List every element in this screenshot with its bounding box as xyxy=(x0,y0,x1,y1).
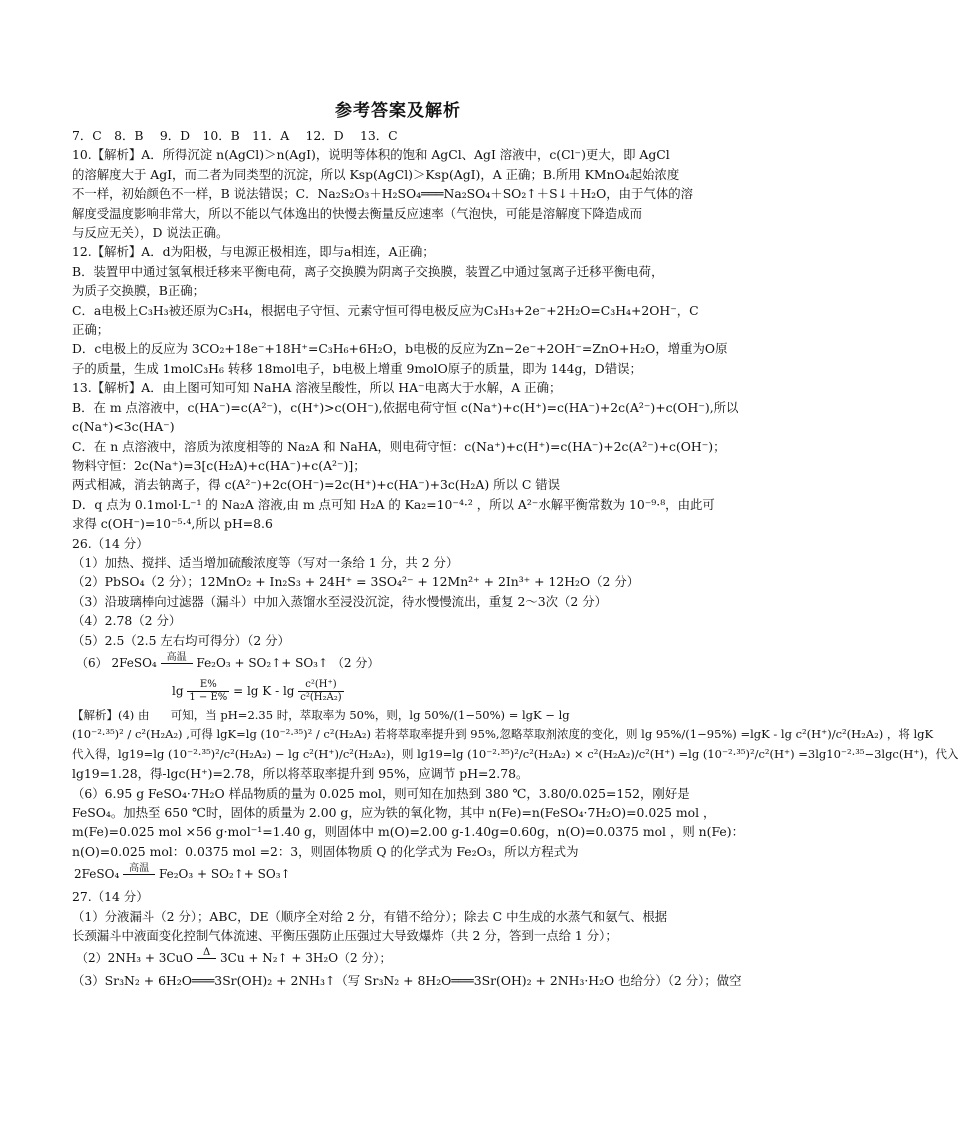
condition-arrow: 高温 xyxy=(161,653,193,674)
text-line: 两式相减，消去钠离子，得 c(A²⁻)+2c(OH⁻)=2c(H⁺)+c(HA⁻)+3c(H₂A) 所以 C 错误 xyxy=(72,477,561,493)
text-line: 为质子交换膜，B正确； xyxy=(72,283,206,299)
analysis-line-2: (10⁻²·³⁵)² / c²(H₂A₂) ,可得 lgK=lg (10⁻²·³⁵)² / c²(H₂A₂) 若将萃取率提升到 95%,忽略萃取剂浓度的变化，则 lg 95%/(1−95%) =lgK - lg c²(H⁺)/c²(H₂A₂) ，将 lgK xyxy=(72,727,934,742)
text-line: FeSO₄。加热至 650 ℃时，固体的质量为 2.00 g，应为铁的氧化物，其中 n(Fe)=n(FeSO₄·7H₂O)=0.025 mol ， xyxy=(72,805,716,820)
text-line: 与反应无关），D 说法正确。 xyxy=(72,225,229,241)
text-line: 的溶解度大于 AgI，而二者为同类型的沉淀，所以 Ksp(AgCl)＞Ksp(AgI)，A 正确；B.所用 KMnO₄起始浓度 xyxy=(72,166,680,182)
equation-6b: 2FeSO₄ 高温 Fe₂O₃ + SO₂↑+ SO₃↑ xyxy=(74,863,291,882)
answer-block-3 xyxy=(72,887,724,945)
text-line: 正确； xyxy=(72,322,110,338)
text-line: 12.【解析】A．d为阳极，与电源正极相连，即与a相连，A正确； xyxy=(72,244,435,260)
text-line: n(O)=0.025 mol：0.0375 mol =2：3，则固体物质 Q 的化学式为 Fe₂O₃，所以方程式为 xyxy=(72,843,579,859)
text-line: （5）2.5（2.5 左右均可得分）（2 分） xyxy=(72,632,290,648)
text-line: （3）沿玻璃棒向过滤器（漏斗）中加入蒸馏水至浸没沉淀，待水慢慢流出，重复 2～3次（2 分） xyxy=(72,593,608,609)
text-line: C．a电极上C₃H₃被还原为C₃H₄，根据电子守恒、元素守恒可得电极反应为C₃H₃+2e⁻+2H₂O=C₃H₄+2OH⁻，C xyxy=(72,302,699,318)
text-line: 7．C 8．B 9．D 10．B 11．A 12．D 13．C xyxy=(72,128,398,143)
text-line: （2）PbSO₄（2 分）；12MnO₂ + In₂S₃ + 24H⁺ = 3SO₄²⁻ + 12Mn²⁺ + 2In³⁺ + 12H₂O（2 分） xyxy=(72,574,640,590)
equation-27-2: （2）2NH₃ + 3CuO Δ 3Cu + N₂↑ + 3H₂O（2 分）； xyxy=(76,947,392,966)
text-line: 10.【解析】A．所得沉淀 n(AgCl)＞n(AgI)，说明等体积的饱和 AgCl、AgI 溶液中，c(Cl⁻)更大，即 AgCl xyxy=(72,147,670,163)
text-line: D．q 点为 0.1mol·L⁻¹ 的 Na₂A 溶液,由 m 点可知 H₂A 的 Ka₂=10⁻⁴·² ，所以 A²⁻水解平衡常数为 10⁻⁹·⁸，由此可 xyxy=(72,496,715,512)
text-line: （4）2.78（2 分） xyxy=(72,613,182,629)
text-line: 26.（14 分） xyxy=(72,535,149,551)
answer-block-1 xyxy=(72,126,739,650)
text-line: 求得 c(OH⁻)=10⁻⁵·⁴,所以 pH=8.6 xyxy=(72,516,273,532)
answer-block-2 xyxy=(72,784,744,862)
text-line: 子的质量，生成 1molC₃H₆ 转移 18mol电子，b电极上增重 9molO原子的质量，即为 144g，D错误； xyxy=(72,360,642,376)
text-line: 长颈漏斗中液面变化控制气体流速、平衡压强防止压强过大导致爆炸（共 2 分，答到一点给 1 分）； xyxy=(72,928,618,944)
text-line: （1）加热、搅拌、适当增加硫酸浓度等（写对一条给 1 分，共 2 分） xyxy=(72,554,459,570)
answer-page xyxy=(72,100,958,991)
text-line: c(Na⁺)<3c(HA⁻) xyxy=(72,419,175,435)
page-title: 参考答案及解析 xyxy=(335,101,461,121)
text-line: D．c电极上的反应为 3CO₂+18e⁻+18H⁺=C₃H₆+6H₂O，b电极的反应为Zn−2e⁻+2OH⁻=ZnO+H₂O，增重为O原 xyxy=(72,341,728,357)
text-line: （6）6.95 g FeSO₄·7H₂O 样品物质的量为 0.025 mol，则可知在加热到 380 ℃，3.80/0.025=152，刚好是 xyxy=(72,785,690,801)
text-line: C．在 n 点溶液中，溶质为浓度相等的 Na₂A 和 NaHA，则电荷守恒：c(Na⁺)+c(H⁺)=c(HA⁻)+2c(A²⁻)+c(OH⁻)； xyxy=(72,438,726,454)
text-line: （1）分液漏斗（2 分）；ABC，DE（顺序全对给 2 分，有错不给分）；除去 C 中生成的水蒸气和氨气、根据 xyxy=(72,908,668,924)
equation-6: （6） 2FeSO₄ 高温 Fe₂O₃ + SO₂↑+ SO₃↑ （2 分） xyxy=(72,650,724,676)
text-line: m(Fe)=0.025 mol ×56 g·mol⁻¹=1.40 g，则固体中 m(O)=2.00 g-1.40g=0.60g，n(O)=0.0375 mol ，则 n(Fe)： xyxy=(72,824,744,840)
text-line: 物料守恒：2c(Na⁺)=3[c(H₂A)+c(HA⁻)+c(A²⁻)]； xyxy=(72,457,366,473)
text-line: 13.【解析】A．由上图可知可知 NaHA 溶液呈酸性，所以 HA⁻电离大于水解，A 正确； xyxy=(72,380,562,396)
analysis-line-1: 【解析】(4) 由 可知，当 pH=2.35 时，萃取率为 50%，则，lg 50%/(1−50%) = lgK − lg xyxy=(72,707,570,722)
analysis-line-3: 代入得，lg19=lg (10⁻²·³⁵)²/c²(H₂A₂) − lg c²(H⁺)/c²(H₂A₂)，则 lg19=lg (10⁻²·³⁵)²/c²(H₂A₂) × c²(H₂A₂)/c²(H⁺) =lg (10⁻²·³⁵)²/c²(H⁺) =3lg10⁻²·³⁵−3lgc(H⁺)，代入 xyxy=(72,746,958,761)
analysis-line-4: lg19=1.28，得-lgc(H⁺)=2.78，所以将萃取率提升到 95%，应调节 pH=2.78。 xyxy=(72,766,529,782)
text-line: 不一样，初始颜色不一样，B 说法错误；C．Na₂S₂O₃＋H₂SO₄═══Na₂SO₄＋SO₂↑＋S↓＋H₂O，由于气体的溶 xyxy=(72,186,694,202)
answer-27-3: （3）Sr₃N₂ + 6H₂O═══3Sr(OH)₂ + 2NH₃↑（写 Sr₃N₂ + 8H₂O═══3Sr(OH)₂ + 2NH₃·H₂O 也给分）（2 分）；做空 xyxy=(72,973,742,989)
text-line: B．装置甲中通过氢氧根迁移来平衡电荷，离子交换膜为阴离子交换膜，装置乙中通过氢离子迁移平衡电荷， xyxy=(72,263,664,279)
extraction-formula: lg $\frac{E\%}{1 - E\%}$ = lg K - lg $\frac{\text{c²(H⁺)}}{\text{c²(H₂A₂)}}$ xyxy=(172,678,342,703)
text-line: B．在 m 点溶液中，c(HA⁻)=c(A²⁻)，c(H⁺)>c(OH⁻),依据电荷守恒 c(Na⁺)+c(H⁺)=c(HA⁻)+2c(A²⁻)+c(OH⁻),所以 xyxy=(72,399,739,415)
text-line: 27.（14 分） xyxy=(72,889,149,905)
text-line: 解度受温度影响非常大，所以不能以气体逸出的快慢去衡量反应速率（气泡快，可能是溶解度下降造成而 xyxy=(72,205,642,221)
